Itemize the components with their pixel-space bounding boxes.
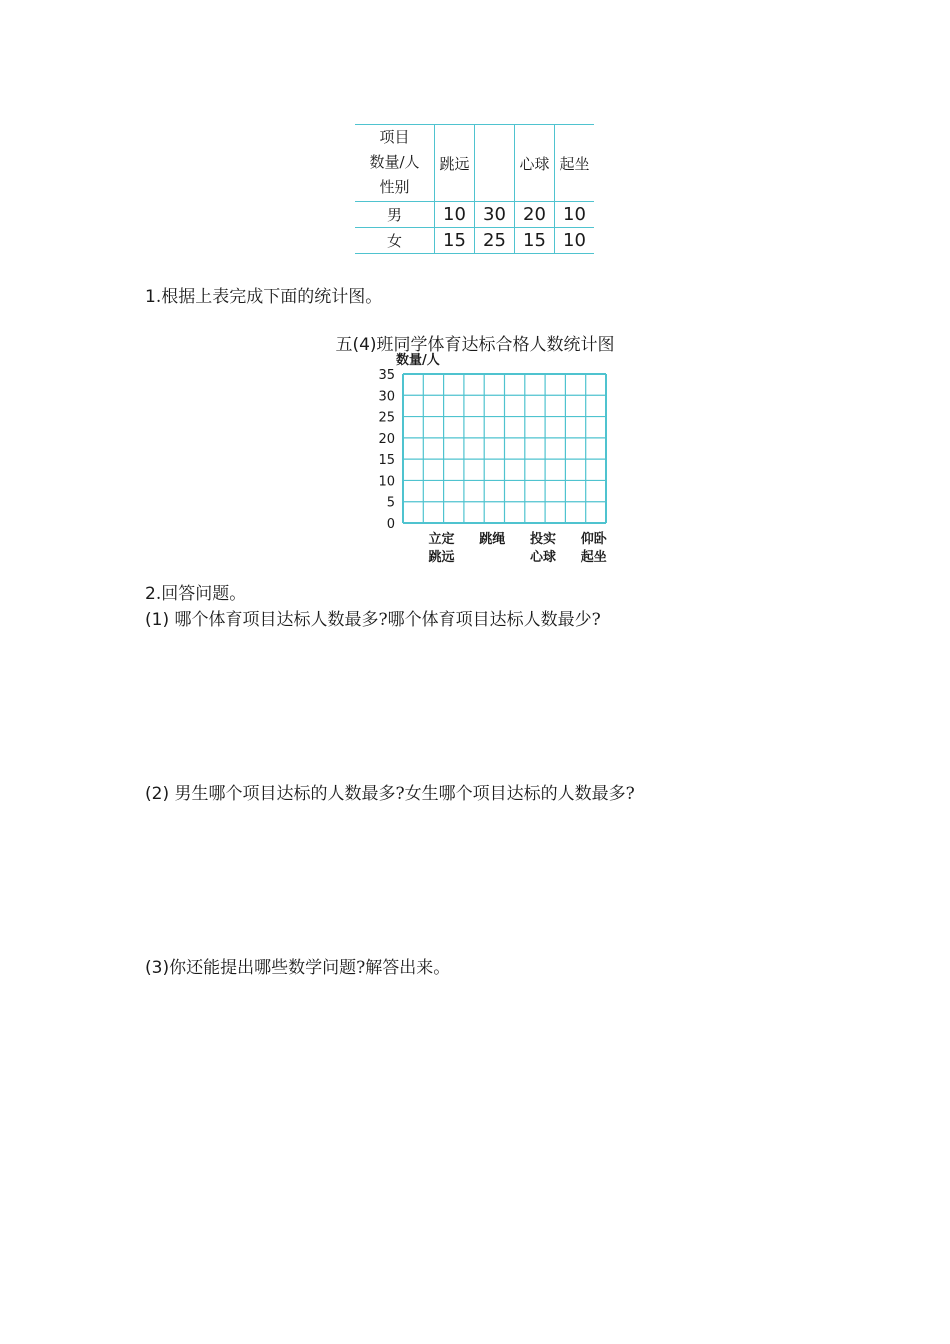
question-3-number: (3): [145, 958, 170, 978]
table-row: [355, 202, 594, 228]
chart-grid: [360, 348, 620, 570]
column-header: 跳远: [435, 125, 475, 202]
x-category-label: 投实: [530, 532, 557, 547]
table-cell: 10: [555, 228, 595, 254]
table-cell: 25: [475, 228, 515, 254]
question-2: [145, 779, 635, 804]
y-tick-label: 5: [386, 495, 395, 511]
x-category-label: 仰卧: [580, 532, 607, 547]
section-2-text: .回答问题。: [155, 584, 247, 604]
question-1-number: (1): [145, 610, 170, 630]
instruction-1: [145, 282, 382, 307]
y-tick-label: 30: [378, 389, 395, 405]
column-header: 心球: [515, 125, 555, 202]
table-cell: 30: [475, 202, 515, 228]
section-2-heading: [145, 579, 246, 604]
y-tick-label: 20: [378, 431, 395, 447]
question-2-text: 男生哪个项目达标的人数最多?女生哪个项目达标的人数最多?: [169, 784, 635, 804]
table-cell: 10: [555, 202, 595, 228]
table-cell: 10: [435, 202, 475, 228]
header-gender-label: 性别: [379, 178, 410, 196]
row-label-male: 男: [355, 202, 435, 228]
question-3-text: 你还能提出哪些数学问题?解答出来。: [169, 958, 451, 978]
question-1: [145, 605, 601, 630]
question-3: [145, 953, 450, 978]
table-cell: 20: [515, 202, 555, 228]
chart-title: 五(4)班同学体育达标合格人数统计图: [335, 335, 615, 355]
instruction-1-text: .根据上表完成下面的统计图。: [155, 287, 383, 307]
y-tick-label: 15: [378, 453, 395, 469]
x-category-label: 心球: [530, 550, 557, 565]
instruction-1-number: 1: [145, 287, 156, 307]
question-1-text: 哪个体育项目达标人数最多?哪个体育项目达标人数最少?: [169, 610, 601, 630]
table-row: [355, 228, 594, 254]
x-category-label: 立定: [428, 532, 455, 547]
question-2-number: (2): [145, 784, 170, 804]
header-item-label: 项目: [379, 128, 410, 146]
y-tick-label: 10: [378, 474, 395, 490]
y-tick-label: 25: [378, 410, 395, 426]
section-2-number: 2: [145, 584, 156, 604]
column-header: 起坐: [555, 125, 595, 202]
y-tick-label: 0: [386, 517, 395, 532]
x-category-label: 跳远: [428, 550, 455, 565]
x-category-label: 起坐: [580, 550, 607, 565]
column-header: [475, 125, 515, 202]
x-category-label: 跳绳: [479, 532, 506, 547]
header-quantity-label: 数量/人: [369, 153, 420, 171]
sports-data-table: [355, 124, 594, 254]
row-label-female: 女: [355, 228, 435, 254]
table-cell: 15: [435, 228, 475, 254]
table-header-row: [355, 125, 594, 202]
table-cell: 15: [515, 228, 555, 254]
y-axis-label: 数量/人: [396, 353, 440, 368]
diagonal-header-cell: [355, 125, 435, 202]
y-tick-label: 35: [378, 368, 395, 383]
